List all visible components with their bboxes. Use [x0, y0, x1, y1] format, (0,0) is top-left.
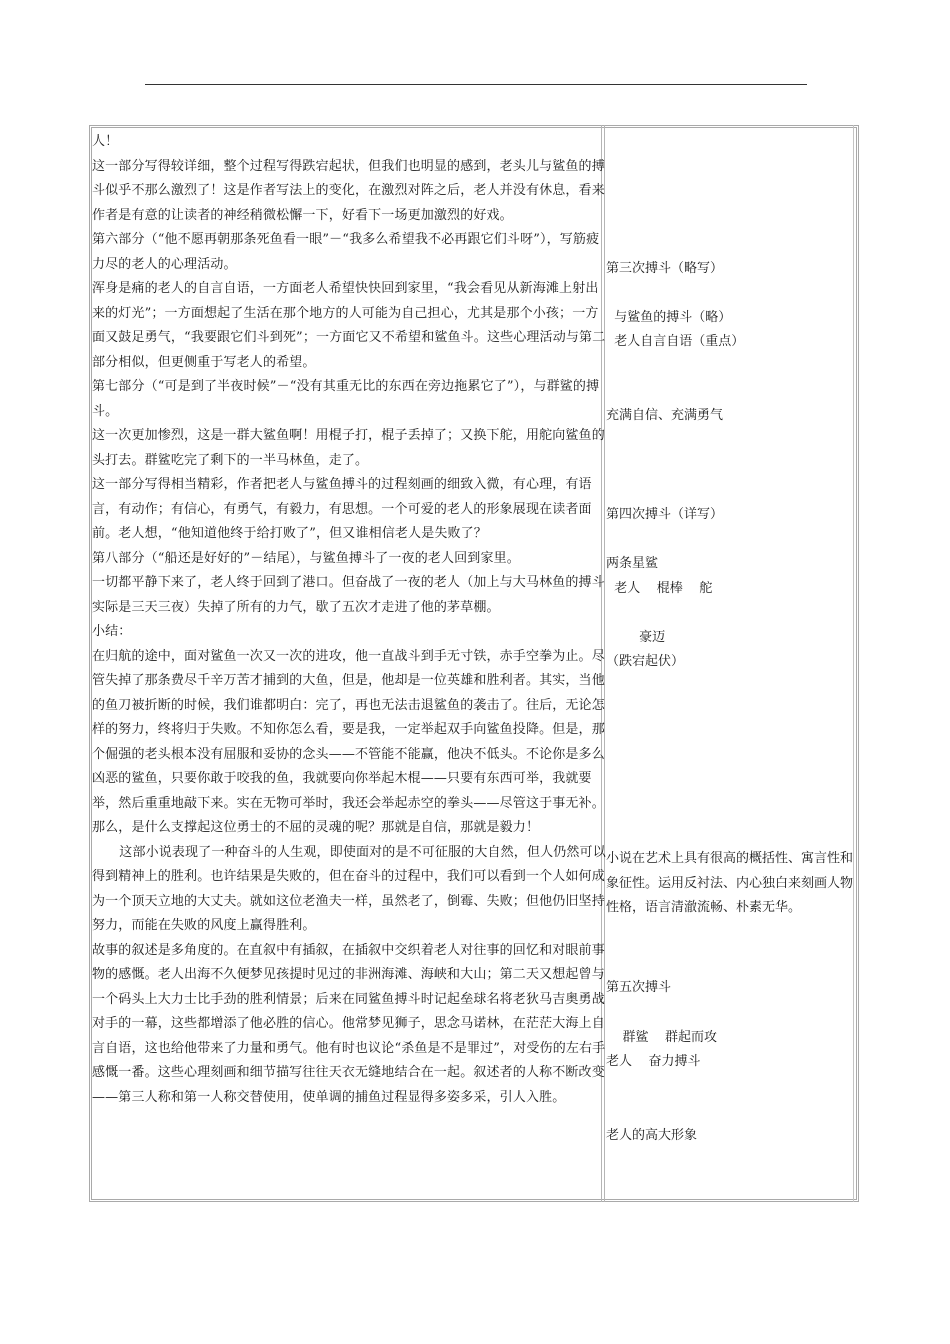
note: （跌宕起伏） [606, 654, 685, 669]
paragraph: 人！ [92, 134, 119, 149]
note: 小说在艺术上具有很高的概括性、寓言性和象征性。运用反衬法、内心独白来刻画人物性格，语言清澈流畅、朴素无华。 [606, 851, 854, 915]
note: 豪迈 [606, 630, 666, 645]
note: 第三次搏斗（略写） [606, 261, 724, 276]
note: 老人自言自语（重点） [606, 334, 745, 349]
paragraph: 一切都平静下来了，老人终于回到了港口。但奋战了一夜的老人（加上与大马林鱼的搏斗实际是三天三夜）失掉了所有的力气，歇了五次才走进了他的茅草棚。 [92, 575, 605, 615]
blackboard-notes-column [606, 130, 860, 1200]
paragraph: 这部小说表现了一种奋斗的人生观，即使面对的是不可征服的大自然，但人仍然可以得到精神上的胜利。也许结果是失败的，但在奋斗的过程中，我们可以看到一个人如何成为一个顶天立地的大丈夫。就如这位老渔夫一样，虽然老了，倒霉、失败；但他仍旧坚持努力，而能在失败的风度上赢得胜利。 [92, 844, 606, 933]
note: 老人 棍棒 舵 [606, 581, 713, 596]
header-rule [145, 84, 807, 85]
paragraph: 浑身是痛的老人的自言自语，一方面老人希望快快回到家里，“我会看见从新海滩上射出来的灯光”；一方面想起了生活在那个地方的人可能为自己担心，尤其是那个小孩；一方面又鼓足勇气，“我要跟它们斗到死”；一方面它又不希望和鲨鱼斗。这些心理活动与第二部分相似，但更侧重于写老人的希望。 [92, 281, 606, 370]
note: 群鲨 群起而攻 [606, 1030, 718, 1045]
lesson-text-column [92, 130, 606, 1110]
note: 充满自信、充满勇气 [606, 408, 724, 423]
paragraph: 第八部分（“船还是好好的”－结尾），与鲨鱼搏斗了一夜的老人回到家里。 [92, 550, 520, 566]
note: 第四次搏斗（详写） [606, 507, 724, 522]
note: 老人 奋力搏斗 [606, 1054, 701, 1069]
note: 与鲨鱼的搏斗（略） [606, 310, 732, 325]
paragraph: 这一部分写得较详细，整个过程写得跌宕起状，但我们也明显的感到，老头儿与鲨鱼的搏斗似乎不那么激烈了！这是作者写法上的变化，在激烈对阵之后，老人并没有休息，看来作者是有意的让读者的神经稍微松懈一下，好看下一场更加激烈的好戏。 [92, 158, 605, 223]
note: 第五次搏斗 [606, 980, 672, 995]
paragraph: 故事的叙述是多角度的。在直叙中有插叙，在插叙中交织着老人对往事的回忆和对眼前事物的感慨。老人出海不久便梦见孩提时见过的非洲海滩、海峡和大山；第二天又想起曾与一个码头上大力士比手劲的胜利情景；后来在同鲨鱼搏斗时记起垒球名将老狄马吉奥勇战对手的一幕，这些都增添了他必胜的信心。他常梦见狮子，思念马诺林，在茫茫大海上自言自语，这也给他带来了力量和勇气。他有时也议论“杀鱼是不是罪过”，对受伤的左右手感慨一番。这些心理刻画和细节描写往往天衣无缝地结合在一起。叙述者的人称不断改变——第三人称和第一人称交替使用，使单调的捕鱼过程显得多姿多采，引人入胜。 [92, 942, 606, 1105]
paragraph: 第六部分（“他不愿再朝那条死鱼看一眼”－“我多么希望我不必再跟它们斗呀”），写筋疲力尽的老人的心理活动。 [92, 232, 600, 272]
paragraph: 在归航的途中，面对鲨鱼一次又一次的进攻，他一直战斗到手无寸铁，赤手空拳为止。尽管失掉了那条费尽千辛万苦才捕到的大鱼，但是，他却是一位英雄和胜利者。其实，当他的鱼刀被折断的时候，我们谁都明白：完了，再也无法击退鲨鱼的袭击了。往后，无论怎样的努力，终将归于失败。不知你怎么看，要是我，一定举起双手向鲨鱼投降。但是，那个倔强的老头根本没有屈服和妥协的念头——不管能不能赢，他决不低头。不论你是多么凶恶的鲨鱼，只要你敢于咬我的鱼，我就要向你举起木棍——只要有东西可举，我就要举，然后重重地敲下来。实在无物可举时，我还会举起赤空的拳头——尽管这于事无补。那么，是什么支撑起这位勇士的不屈的灵魂的呢？那就是自信，那就是毅力！ [92, 648, 605, 835]
note: 老人的高大形象 [606, 1128, 698, 1143]
paragraph: 这一部分写得相当精彩，作者把老人与鲨鱼搏斗的过程刻画的细致入微，有心理，有语言，有动作；有信心，有勇气，有毅力，有思想。一个可爱的老人的形象展现在读者面前。老人想，“他知道他终于给打败了”，但又谁相信老人是失败了？ [92, 477, 592, 541]
paragraph: 第七部分（“可是到了半夜时候”－“没有其重无比的东西在旁边拖累它了”），与群鲨的搏斗。 [92, 379, 600, 419]
paragraph: 这一次更加惨烈，这是一群大鲨鱼啊！用棍子打，棍子丢掉了；又换下舵，用舵向鲨鱼的头打去。群鲨吃完了剩下的一半马林鱼，走了。 [92, 428, 605, 468]
summary-heading: 小结： [92, 624, 132, 639]
note: 两条星鲨 [606, 556, 659, 571]
